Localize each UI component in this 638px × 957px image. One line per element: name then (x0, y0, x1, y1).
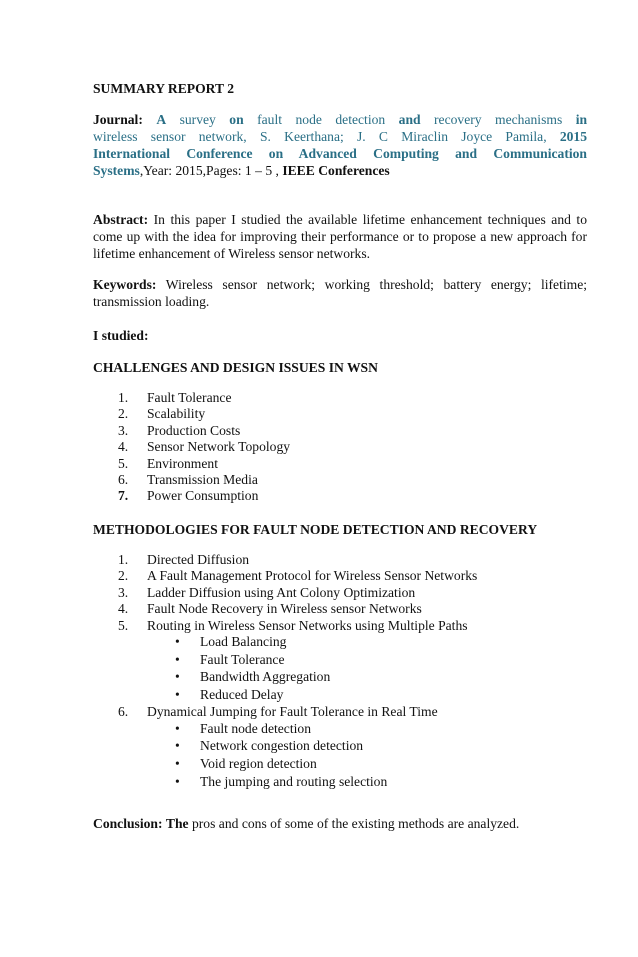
abstract-label: Abstract: (93, 212, 149, 227)
item-text: Directed Diffusion (147, 552, 250, 567)
conclusion-text: pros and cons of some of the existing methods are analyzed. (191, 816, 520, 831)
list-item (93, 568, 587, 584)
item-text: Sensor Network Topology (147, 439, 291, 455)
item-text: Environment (147, 455, 218, 471)
item-number: 3. (118, 584, 129, 600)
publisher: IEEE Conferences (282, 163, 390, 178)
title-word: survey (179, 112, 216, 127)
conclusion-paragraph (93, 815, 587, 832)
item-text: Bandwidth Aggregation (200, 669, 331, 685)
bullet-icon: • (175, 651, 180, 667)
list-item (93, 456, 587, 472)
item-text: A Fault Management Protocol for Wireless Sensor Networks (147, 568, 478, 584)
item-number: 6. (118, 471, 129, 487)
item-number: 4. (118, 439, 129, 455)
bullet-item (93, 687, 587, 705)
title-word: A (156, 112, 167, 127)
item-text: The jumping and routing selection (200, 773, 388, 789)
title-word: recovery (434, 112, 482, 127)
list-item (93, 601, 587, 617)
journal-label: Journal: (93, 112, 143, 127)
title-word: on (229, 112, 244, 127)
bullet-icon: • (175, 773, 180, 789)
bullet-item (93, 738, 587, 756)
title-word: detection (335, 112, 386, 127)
bullet-icon: • (175, 755, 180, 771)
bullet-icon: • (175, 686, 180, 702)
item-text: Fault Node Recovery in Wireless sensor Networks (147, 601, 422, 617)
report-title: SUMMARY REPORT 2 (93, 81, 235, 96)
item-text: Dynamical Jumping for Fault Tolerance in Real Time (147, 704, 438, 720)
journal-reference (93, 111, 587, 179)
conference-year: 2015 (559, 129, 588, 144)
item-text: Reduced Delay (200, 686, 284, 702)
bullet-item (93, 669, 587, 687)
bullet-icon: • (175, 738, 180, 754)
list-item (93, 423, 587, 439)
list-item (93, 439, 587, 455)
challenges-list (93, 390, 587, 505)
abstract-text: In this paper I studied the available lifetime enhancement techniques and to come up with the idea for improving their performance or to propose a new approach for lifetime enhancement of Wireless sensor networks. (93, 212, 587, 261)
journal-line-1 (93, 111, 587, 128)
item-text: Load Balancing (200, 633, 287, 649)
item-text: Production Costs (147, 422, 241, 438)
conclusion-the: The (165, 816, 189, 831)
item-text: Scalability (147, 406, 206, 422)
bullet-item (93, 652, 587, 670)
bullet-icon: • (175, 720, 180, 736)
item-text: Network congestion detection (200, 738, 364, 754)
item-text: Fault Tolerance (147, 390, 232, 405)
item-number: 7. (118, 488, 129, 504)
abstract-paragraph (93, 211, 587, 262)
item-text: Power Consumption (147, 488, 259, 504)
list-item (93, 585, 587, 601)
author: S. Keerthana; (259, 129, 344, 144)
title-word: and (398, 112, 421, 127)
title-word: node (295, 112, 322, 127)
item-text: Void region detection (200, 755, 317, 771)
journal-line-3: International Conference on Advanced Computing and Communication (93, 146, 587, 161)
item-number: 5. (118, 455, 129, 471)
bullet-item (93, 634, 587, 652)
item-text: Transmission Media (147, 471, 258, 487)
item-number: 2. (118, 406, 129, 422)
methodologies-heading: METHODOLOGIES FOR FAULT NODE DETECTION AND RECOVERY (93, 522, 538, 537)
list-item (93, 618, 587, 634)
bullet-icon: • (175, 669, 180, 685)
author: J. C Miraclin Joyce Pamila, (357, 129, 547, 144)
item-text: Routing in Wireless Sensor Networks using Multiple Paths (147, 617, 468, 633)
keywords-label: Keywords: (93, 277, 157, 292)
title-word: fault (257, 112, 283, 127)
item-number: 3. (118, 422, 129, 438)
item-text: Ladder Diffusion using Ant Colony Optimization (147, 584, 416, 600)
title-word: wireless (93, 129, 138, 144)
item-text: Fault node detection (200, 720, 311, 736)
title-word: sensor network, (150, 129, 247, 144)
list-item (93, 488, 587, 504)
item-number: 4. (118, 601, 129, 617)
conference-word: Systems (93, 163, 140, 178)
title-word: in (575, 112, 588, 127)
list-item (93, 472, 587, 488)
journal-line-2 (93, 128, 587, 145)
journal-line-4 (93, 162, 587, 179)
methodologies-list (93, 552, 587, 791)
item-number: 5. (118, 617, 129, 633)
list-item (93, 704, 587, 720)
item-number: 2. (118, 568, 129, 584)
list-item (93, 406, 587, 422)
keywords-text: Wireless sensor network; working threshold; battery energy; lifetime; transmission loading. (93, 277, 588, 309)
year-pages: ,Year: 2015,Pages: 1 – 5 , (139, 163, 279, 178)
item-text: Fault Tolerance (200, 651, 285, 667)
title-word: mechanisms (495, 112, 563, 127)
conclusion-label: Conclusion: (93, 816, 163, 831)
item-number: 1. (118, 390, 129, 405)
challenges-heading: CHALLENGES AND DESIGN ISSUES IN WSN (93, 360, 378, 375)
item-number: 1. (118, 552, 129, 567)
list-item (93, 552, 587, 568)
keywords-paragraph (93, 276, 587, 310)
bullet-icon: • (175, 633, 180, 649)
studied-heading: I studied: (93, 328, 149, 343)
bullet-item (93, 774, 587, 792)
bullet-item (93, 756, 587, 774)
bullet-item (93, 721, 587, 739)
list-item (93, 390, 587, 406)
item-number: 6. (118, 704, 129, 720)
